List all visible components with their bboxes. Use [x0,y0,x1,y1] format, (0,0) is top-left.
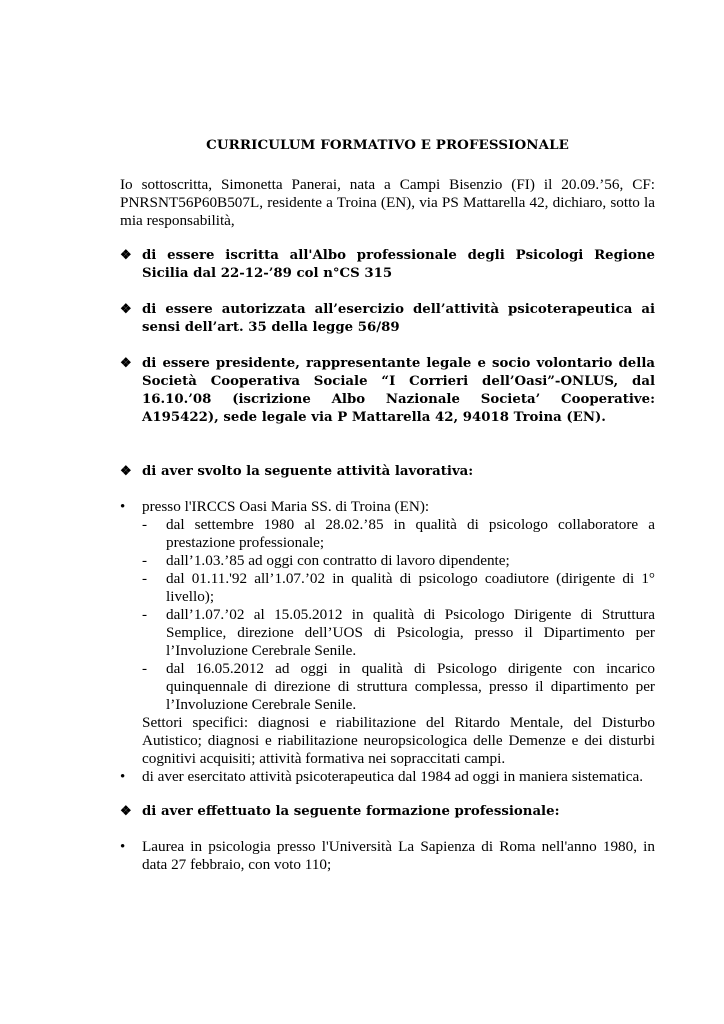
dash-bullet: - [142,552,148,569]
declaration-text: di essere iscritta all'Albo professionale degli Psicologi Regione Sicilia dal 22-12-’89 col n°CS 315 [142,248,655,281]
training-heading [120,803,655,821]
diamond-bullet-icon: ❖ [120,356,132,371]
work-history-text: dal 01.11.'92 all’1.07.’02 in qualità di psicologo coadiutore (dirigente di 1° livello); [166,570,655,605]
declaration-psychotherapy [120,301,655,337]
document-page [120,136,655,874]
diamond-bullet-icon: ❖ [120,464,132,479]
training-heading-text: di aver effettuato la seguente formazione professionale: [142,804,560,819]
document-title: CURRICULUM FORMATIVO E PROFESSIONALE [206,137,569,153]
psychotherapy-item [120,768,655,786]
work-history-list [120,516,655,714]
work-heading [120,463,655,481]
dash-bullet: - [142,660,148,677]
dash-bullet: - [142,570,148,587]
declaration-text: di essere presidente, rappresentante legale e socio volontario della Società Cooperativa Sociale “I Corrieri dell’Oasi”-ONLUS, dal 16.10.’08 (iscrizione Albo Nazionale Societa’ Cooperative: A195422), sede legale via P Mattarella 42, 94018 Troina (EN). [142,356,655,425]
declaration-albo [120,247,655,283]
diamond-bullet-icon: ❖ [120,302,132,317]
work-history-item [120,552,655,570]
round-bullet-icon: • [120,769,126,785]
dash-bullet: - [142,516,148,533]
work-place-text: presso l'IRCCS Oasi Maria SS. di Troina (EN): [142,498,430,515]
work-history-text: dal 16.05.2012 ad oggi in qualità di Psicologo dirigente con incarico quinquennale di direzione di struttura complessa, presso il dipartimento per l’Involuzione Cerebrale Senile. [166,660,655,713]
work-history-item [120,570,655,606]
round-bullet-icon: • [120,839,126,855]
work-history-text: dal settembre 1980 al 28.02.’85 in qualità di psicologo collaboratore a prestazione professionale; [166,516,655,551]
declaration-text: di essere autorizzata all’esercizio dell’attività psicoterapeutica ai sensi dell’art. 35 della legge 56/89 [142,302,655,335]
sectors-paragraph: Settori specifici: diagnosi e riabilitazione del Ritardo Mentale, del Disturbo Autistico; diagnosi e riabilitazione neuropsicologica delle Demenze e dei disturbi cognitivi acquisiti; attività formativa nei sopraccitati campi. [142,714,655,767]
diamond-bullet-icon: ❖ [120,804,132,819]
work-history-item [120,516,655,552]
work-history-item [120,606,655,660]
degree-text: Laurea in psicologia presso l'Università La Sapienza di Roma nell'anno 1980, in data 27 febbraio, con voto 110; [142,838,655,873]
round-bullet-icon: • [120,499,126,515]
intro-paragraph: Io sottoscritta, Simonetta Panerai, nata a Campi Bisenzio (FI) il 20.09.’56, CF: PNRSNT56P60B507L, residente a Troina (EN), via PS Mattarella 42, dichiaro, sotto la mia responsabilità, [120,176,655,229]
psychotherapy-text: di aver esercitato attività psicoterapeutica dal 1984 ad oggi in maniera sistematica. [142,768,643,785]
work-heading-text: di aver svolto la seguente attività lavorativa: [142,464,474,479]
degree-item [120,838,655,874]
work-history-text: dall’1.07.’02 al 15.05.2012 in qualità di Psicologo Dirigente di Struttura Semplice, direzione dell’UOS di Psicologia, presso il Dipartimento per l’Involuzione Cerebrale Senile. [166,606,655,659]
work-history-text: dall’1.03.’85 ad oggi con contratto di lavoro dipendente; [166,552,510,569]
work-place-item [120,498,655,516]
diamond-bullet-icon: ❖ [120,248,132,263]
declaration-cooperative [120,355,655,427]
work-history-item [120,660,655,714]
dash-bullet: - [142,606,148,623]
